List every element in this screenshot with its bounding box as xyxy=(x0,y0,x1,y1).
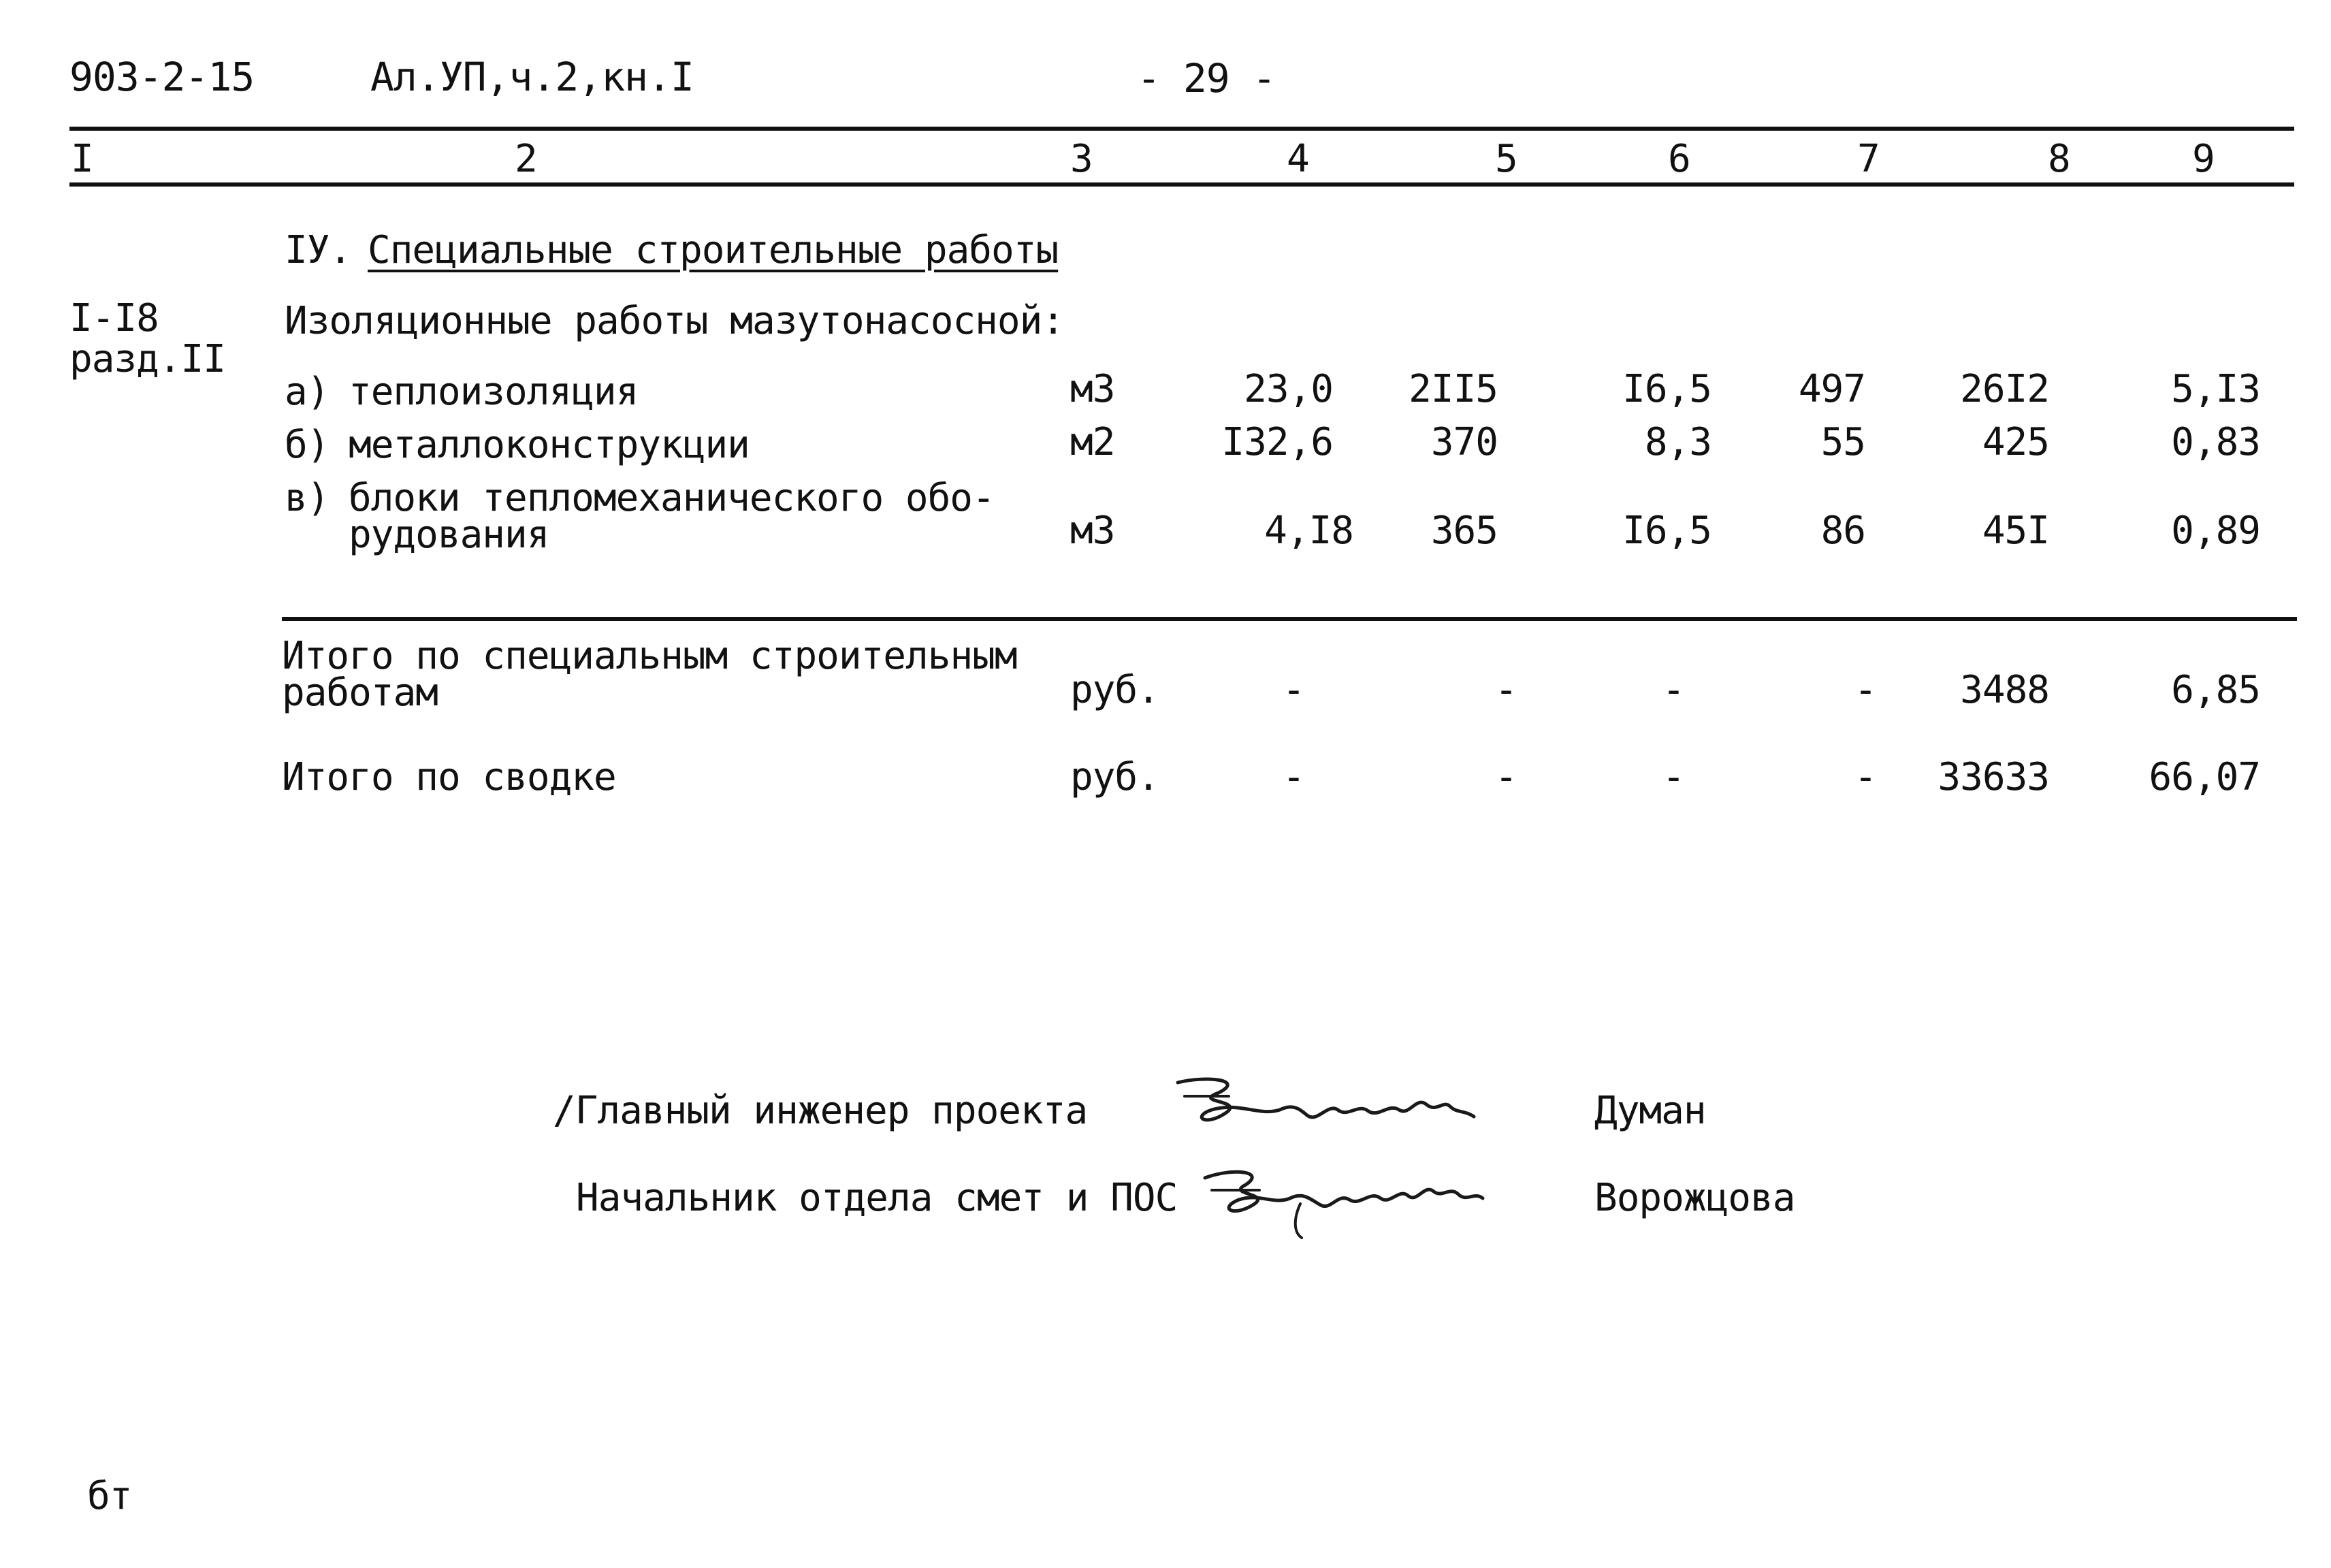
total-col-8: 3488 xyxy=(1960,668,2049,712)
total-col-7: - xyxy=(1854,668,1877,712)
total-col-6: - xyxy=(1662,668,1685,712)
column-number-3: 3 xyxy=(1070,137,1093,181)
row-col-5: 2II5 xyxy=(1409,367,1498,411)
row-col-5: 370 xyxy=(1430,420,1498,464)
total-col-7: - xyxy=(1854,755,1877,799)
column-number-4: 4 xyxy=(1287,137,1309,181)
total-col-9: 6,85 xyxy=(2171,668,2260,712)
page-number: - 29 - xyxy=(1137,55,1276,101)
group-title: Изоляционные работы мазутонасосной: xyxy=(285,299,1065,343)
row-label: блоки тепломеханического обо- xyxy=(349,476,995,520)
section-number: IУ. xyxy=(285,228,352,272)
album-reference: Ал.УП,ч.2,кн.I xyxy=(370,54,694,100)
handwritten-signature xyxy=(1164,1062,1491,1137)
column-number-9: 9 xyxy=(2192,137,2215,181)
row-col-8: 425 xyxy=(1982,420,2049,464)
signature-role: /Главный инженер проекта xyxy=(553,1089,1088,1133)
footer-page-mark: бт xyxy=(87,1474,132,1518)
row-col-7: 55 xyxy=(1820,420,1865,464)
row-col-6: I6,5 xyxy=(1622,367,1711,411)
row-col-4: 4,I8 xyxy=(1264,509,1353,553)
total-col-4: - xyxy=(1282,668,1305,712)
section-title: Специальные строительные работы xyxy=(368,228,1059,272)
row-col-7: 86 xyxy=(1820,509,1865,553)
header-top-rule xyxy=(69,127,2294,131)
row-col-9: 0,89 xyxy=(2171,509,2260,553)
total-label-continued: работам xyxy=(282,671,438,715)
row-prefix: в) xyxy=(285,476,329,520)
column-number-2: 2 xyxy=(515,137,537,181)
signature-name: Думан xyxy=(1594,1089,1706,1133)
row-col-4: 23,0 xyxy=(1244,367,1333,411)
row-col-9: 0,83 xyxy=(2171,420,2260,464)
row-col-4: I32,6 xyxy=(1221,420,1333,464)
header-bottom-rule xyxy=(69,182,2294,187)
row-col-5: 365 xyxy=(1430,509,1498,553)
column-number-5: 5 xyxy=(1495,137,1517,181)
reference-section: разд.II xyxy=(69,337,226,381)
total-col-8: 33633 xyxy=(1938,755,2049,799)
row-prefix: а) xyxy=(285,370,329,414)
column-number-1: I xyxy=(71,137,93,181)
handwritten-signature xyxy=(1191,1151,1491,1246)
row-unit: м3 xyxy=(1070,509,1115,553)
total-col-5: - xyxy=(1494,668,1517,712)
row-col-6: 8,3 xyxy=(1644,420,1711,464)
column-number-6: 6 xyxy=(1668,137,1690,181)
total-label: Итого по специальным строительным xyxy=(282,634,1017,678)
row-label: теплоизоляция xyxy=(349,370,639,414)
total-label: Итого по сводке xyxy=(282,755,616,799)
totals-rule xyxy=(282,617,2297,621)
signature-role: Начальник отдела смет и ПОС xyxy=(576,1176,1178,1220)
reference-code: I-I8 xyxy=(69,296,159,340)
row-col-6: I6,5 xyxy=(1622,509,1711,553)
row-col-7: 497 xyxy=(1798,367,1865,411)
signature-name: Ворожцова xyxy=(1594,1176,1795,1220)
row-col-8: 45I xyxy=(1982,509,2049,553)
row-col-8: 26I2 xyxy=(1960,367,2049,411)
total-col-9: 66,07 xyxy=(2149,755,2260,799)
total-col-4: - xyxy=(1282,755,1305,799)
column-number-8: 8 xyxy=(2048,137,2070,181)
row-unit: м3 xyxy=(1070,367,1115,411)
total-unit: руб. xyxy=(1070,668,1159,712)
row-prefix: б) xyxy=(285,423,329,467)
total-col-6: - xyxy=(1662,755,1685,799)
row-col-9: 5,I3 xyxy=(2171,367,2260,411)
total-col-5: - xyxy=(1494,755,1517,799)
row-label-continued: рудования xyxy=(349,513,549,557)
row-unit: м2 xyxy=(1070,420,1115,464)
column-number-7: 7 xyxy=(1857,137,1880,181)
row-label: металлоконструкции xyxy=(349,423,750,467)
doc-code: 903-2-15 xyxy=(69,54,255,100)
total-unit: руб. xyxy=(1070,755,1159,799)
